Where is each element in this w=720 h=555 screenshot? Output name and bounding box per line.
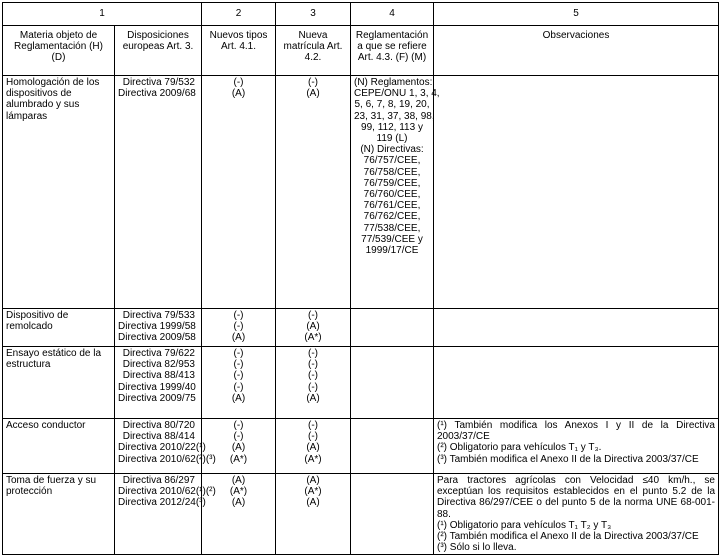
observaciones-cell (434, 309, 719, 347)
nueva-matricula-cell (276, 474, 351, 555)
header-disposiciones: Disposiciones europeas Art. 3. (115, 26, 202, 76)
directiva-entry: Directiva 88/414 (122, 431, 195, 443)
table-row (3, 474, 719, 555)
reglamentacion-line: 99, 112, 113 y (361, 121, 423, 133)
column-number-2: 2 (202, 3, 276, 26)
reglamentacion-line: 76/757/CEE, (363, 155, 421, 167)
status-value: (-) (308, 348, 318, 359)
reglamentacion-line: CEPE/ONU 1, 3, 4, (354, 88, 440, 100)
status-value: (A*) (304, 486, 322, 498)
directiva-entry: Directiva 1999/40 (118, 381, 196, 393)
observaciones-cell (434, 347, 719, 419)
status-value: (A) (231, 88, 246, 100)
column-number-3: 3 (276, 3, 351, 26)
status-value: (-) (233, 348, 244, 359)
header-row (3, 26, 719, 76)
nueva-matricula-cell (276, 309, 351, 347)
reglamentacion-line: 1999/17/CE (365, 245, 419, 257)
status-value: (A) (306, 88, 320, 100)
status-value: (A) (306, 475, 320, 486)
status-value: (A) (306, 321, 320, 333)
status-value: (-) (308, 77, 318, 88)
materia-cell: Homologación de los dispositivos de alumbrado y sus lámparas (3, 76, 115, 309)
directiva-entry: Directiva 82/953 (122, 359, 195, 371)
directiva-entry: Directiva 79/533 (122, 310, 195, 321)
status-value: (A*) (229, 486, 248, 498)
header-reglamentacion: Reglamentación a que se refiere Art. 4.3. (F) (M) (351, 26, 434, 76)
status-value: (-) (233, 310, 244, 321)
reglamentacion-line: 77/538/CEE, (363, 222, 421, 234)
nuevos-tipos-cell (202, 76, 276, 309)
disposiciones-cell (115, 76, 202, 309)
reglamentacion-cell (351, 347, 434, 419)
directiva-entry: Directiva 2009/58 (118, 332, 196, 344)
disposiciones-cell (115, 309, 202, 347)
directiva-entry: Directiva 80/720 (122, 420, 195, 431)
status-value: (-) (233, 321, 244, 333)
directiva-entry: Directiva 2009/68 (118, 88, 196, 100)
status-value: (-) (233, 359, 244, 371)
column-number-4: 4 (351, 3, 434, 26)
status-value: (A*) (304, 332, 322, 344)
reglamentacion-line: 76/758/CEE, (363, 166, 421, 178)
directiva-entry: Directiva 86/297 (122, 475, 195, 486)
status-value: (-) (233, 370, 244, 382)
status-value: (-) (233, 77, 244, 88)
reglamentacion-line: 76/760/CEE, (363, 189, 421, 201)
status-value: (-) (233, 420, 244, 431)
directiva-entry: Directiva 2012/24(³) (118, 497, 206, 509)
materia-cell: Ensayo estático de la estructura (3, 347, 115, 419)
disposiciones-cell (115, 474, 216, 555)
reglamentacion-line: 76/759/CEE, (363, 177, 421, 189)
directiva-entry: Directiva 79/532 (122, 77, 195, 88)
status-value: (-) (308, 381, 318, 393)
status-value: (A) (231, 497, 246, 509)
nuevos-tipos-cell (202, 419, 276, 474)
disposiciones-cell (115, 347, 202, 419)
directiva-entry: Directiva 2010/22(¹) (118, 442, 206, 454)
nuevos-tipos-cell (202, 309, 276, 347)
reglamentacion-line: 76/761/CEE, (363, 200, 421, 212)
disposiciones-cell (115, 419, 216, 474)
status-value: (-) (308, 359, 318, 371)
reglamentacion-line: 76/762/CEE, (363, 211, 421, 223)
observacion-line: (²) Obligatorio para vehículos T₁ y T₃. (437, 442, 602, 454)
materia-cell: Toma de fuerza y su protección (3, 474, 115, 555)
observacion-line: (¹) Obligatorio para vehículos T₁ T₂ y T₃ (437, 519, 612, 531)
status-value: (-) (308, 370, 318, 382)
observacion-line: (¹) También modifica los Anexos I y II de la Directiva 2003/37/CE (437, 420, 715, 443)
directiva-entry: Directiva 2009/75 (118, 392, 196, 404)
status-value: (A) (231, 475, 246, 486)
header-nueva-matricula: Nueva matrícula Art. 4.2. (276, 26, 351, 76)
regulation-table (2, 2, 719, 555)
observaciones-cell (434, 76, 719, 309)
status-value: (-) (308, 420, 318, 431)
observacion-line: (³) También modifica el Anexo II de la Directiva 2003/37/CE (437, 453, 699, 465)
observaciones-cell (434, 474, 719, 555)
status-value: (A*) (229, 453, 248, 465)
reglamentacion-line: (N) Directivas: (360, 144, 424, 156)
materia-cell: Dispositivo de remolcado (3, 309, 115, 347)
reglamentacion-line: 23, 31, 37, 38, 98, (354, 110, 435, 122)
nuevos-tipos-cell (202, 347, 276, 419)
status-value: (A) (231, 392, 246, 404)
table-body (3, 76, 719, 555)
directiva-entry: Directiva 1999/58 (118, 321, 196, 333)
status-value: (A*) (304, 453, 322, 465)
header-nuevos-tipos: Nuevos tipos Art. 4.1. (202, 26, 276, 76)
nueva-matricula-cell (276, 347, 351, 419)
reglamentacion-cell (351, 474, 434, 555)
nueva-matricula-cell (276, 76, 351, 309)
directiva-entry: Directiva 2010/62(¹)(²) (118, 486, 216, 498)
reglamentacion-cell (351, 419, 434, 474)
status-value: (-) (233, 431, 244, 443)
table-row (3, 309, 719, 347)
status-value: (-) (233, 381, 244, 393)
status-value: (A) (306, 497, 320, 509)
observacion-line: Para tractores agrícolas con Velocidad ≤40 km/h., se exceptúan los requisitos establecidos en el punto 5.2 de la Directiva 86/297/CEE o del punto 5 de la norma UNE 68-001-88. (437, 475, 715, 520)
column-number-5: 5 (434, 3, 719, 26)
observacion-line: (²) También modifica el Anexo II de la Directiva 2003/37/CE (437, 531, 699, 543)
status-value: (-) (308, 431, 318, 443)
status-value: (A) (231, 332, 246, 344)
observacion-line: (³) Sólo si lo lleva. (437, 542, 517, 554)
reglamentacion-line: 5, 6, 7, 8, 19, 20, (354, 99, 430, 111)
directiva-entry: Directiva 88/413 (122, 370, 195, 382)
reglamentacion-cell (351, 76, 440, 309)
reglamentacion-line: 77/539/CEE y (361, 233, 423, 245)
reglamentacion-line: (N) Reglamentos: (354, 77, 433, 88)
status-value: (A) (306, 392, 320, 404)
nueva-matricula-cell (276, 419, 351, 474)
status-value: (A) (306, 442, 320, 454)
directiva-entry: Directiva 79/622 (122, 348, 195, 359)
reglamentacion-line: 119 (L) (376, 133, 408, 145)
header-observaciones: Observaciones (434, 26, 719, 76)
reglamentacion-cell (351, 309, 434, 347)
column-number-row (3, 3, 719, 26)
table-row (3, 347, 719, 419)
header-materia: Materia objeto de Reglamentación (H) (D) (3, 26, 115, 76)
materia-cell: Acceso conductor (3, 419, 115, 474)
observaciones-cell (434, 419, 719, 474)
status-value: (-) (308, 310, 318, 321)
column-number-1: 1 (3, 3, 202, 26)
status-value: (A) (231, 442, 246, 454)
directiva-entry: Directiva 2010/62(²)(³) (118, 453, 216, 465)
table-row (3, 76, 719, 309)
table-row (3, 419, 719, 474)
